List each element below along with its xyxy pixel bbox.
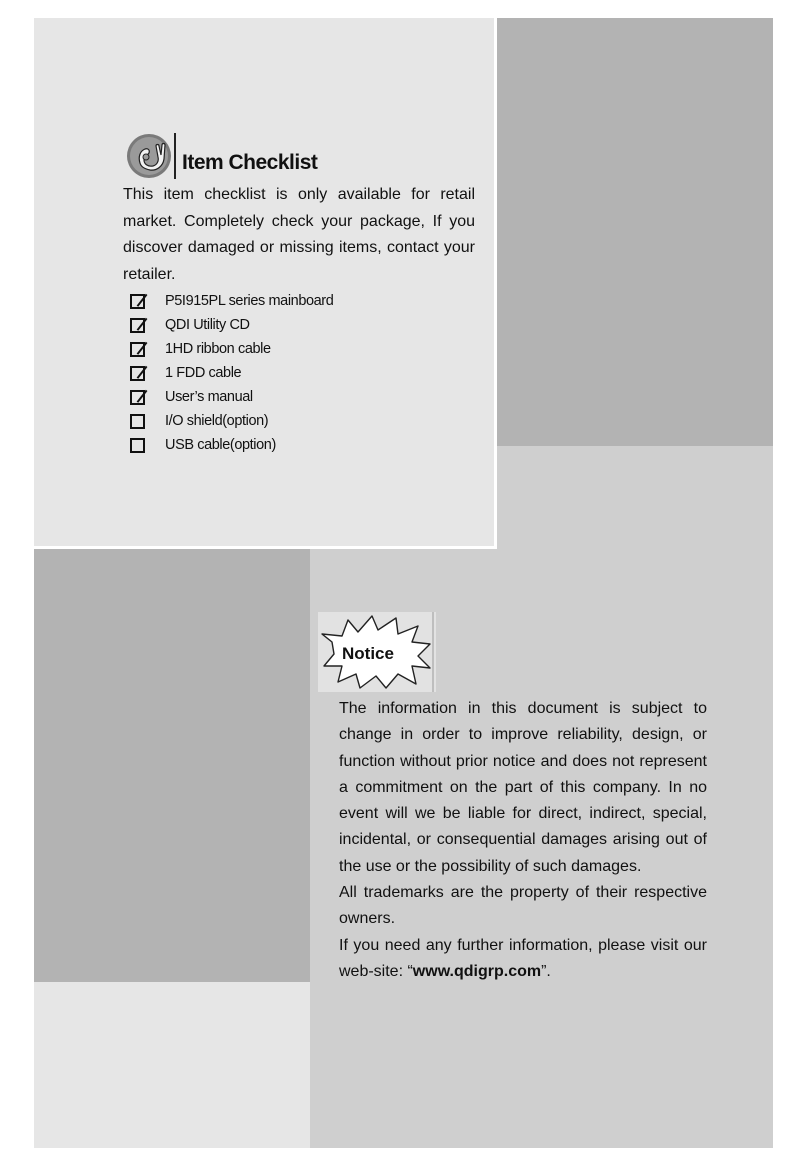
decor-block-mid-left [34, 549, 310, 982]
checkbox-icon [130, 294, 145, 309]
list-item [130, 337, 333, 361]
header-divider [174, 133, 176, 179]
list-item [130, 289, 333, 313]
decor-block-bottom-left [34, 982, 310, 1148]
ok-hand-icon [126, 133, 172, 179]
checkbox-icon [130, 438, 145, 453]
list-item [130, 385, 333, 409]
item-label: 1HD ribbon cable [165, 341, 271, 357]
list-item [130, 361, 333, 385]
checklist-intro: This item checklist is only available for retail market. Completely check your package, If you discover damaged or missing items, contact your retailer. [123, 186, 475, 283]
checklist-items [130, 289, 333, 457]
item-label: User’s manual [165, 389, 253, 405]
item-label: USB cable(option) [165, 437, 276, 453]
checkbox-icon [130, 366, 145, 381]
checkbox-icon [130, 318, 145, 333]
website-link[interactable]: www.qdigrp.com [412, 962, 542, 980]
notice-paragraph [339, 933, 707, 986]
item-label: I/O shield(option) [165, 413, 269, 429]
checklist-header [126, 133, 317, 179]
checkbox-icon [130, 390, 145, 405]
checklist-title: Item Checklist [182, 151, 318, 174]
burst-icon [318, 612, 436, 692]
checkbox-icon [130, 342, 145, 357]
list-item [130, 313, 333, 337]
item-label: 1 FDD cable [165, 365, 242, 381]
list-item [130, 433, 333, 457]
notice-paragraph: The information in this document is subject to change in order to improve reliability, design, or function without prior notice and does not represent a commitment on the part of this company. In no event will we be liable for direct, indirect, special, incidental, or consequential damages arising out of the use or the possibility of such damages. [339, 700, 707, 875]
decor-block-mid-right [497, 446, 773, 549]
checkbox-icon [130, 414, 145, 429]
notice-badge-label: Notice [342, 644, 394, 663]
visit-text: If you need any further information, please visit our web-site: “ [339, 936, 707, 980]
visit-text-end: ”. [541, 962, 551, 980]
notice-text [339, 696, 707, 985]
list-item [130, 409, 333, 433]
decor-block-top-right [497, 18, 773, 446]
item-label: QDI Utility CD [165, 317, 250, 333]
notice-paragraph: All trademarks are the property of their respective owners. [339, 884, 707, 928]
item-label: P5I915PL series mainboard [165, 293, 334, 309]
